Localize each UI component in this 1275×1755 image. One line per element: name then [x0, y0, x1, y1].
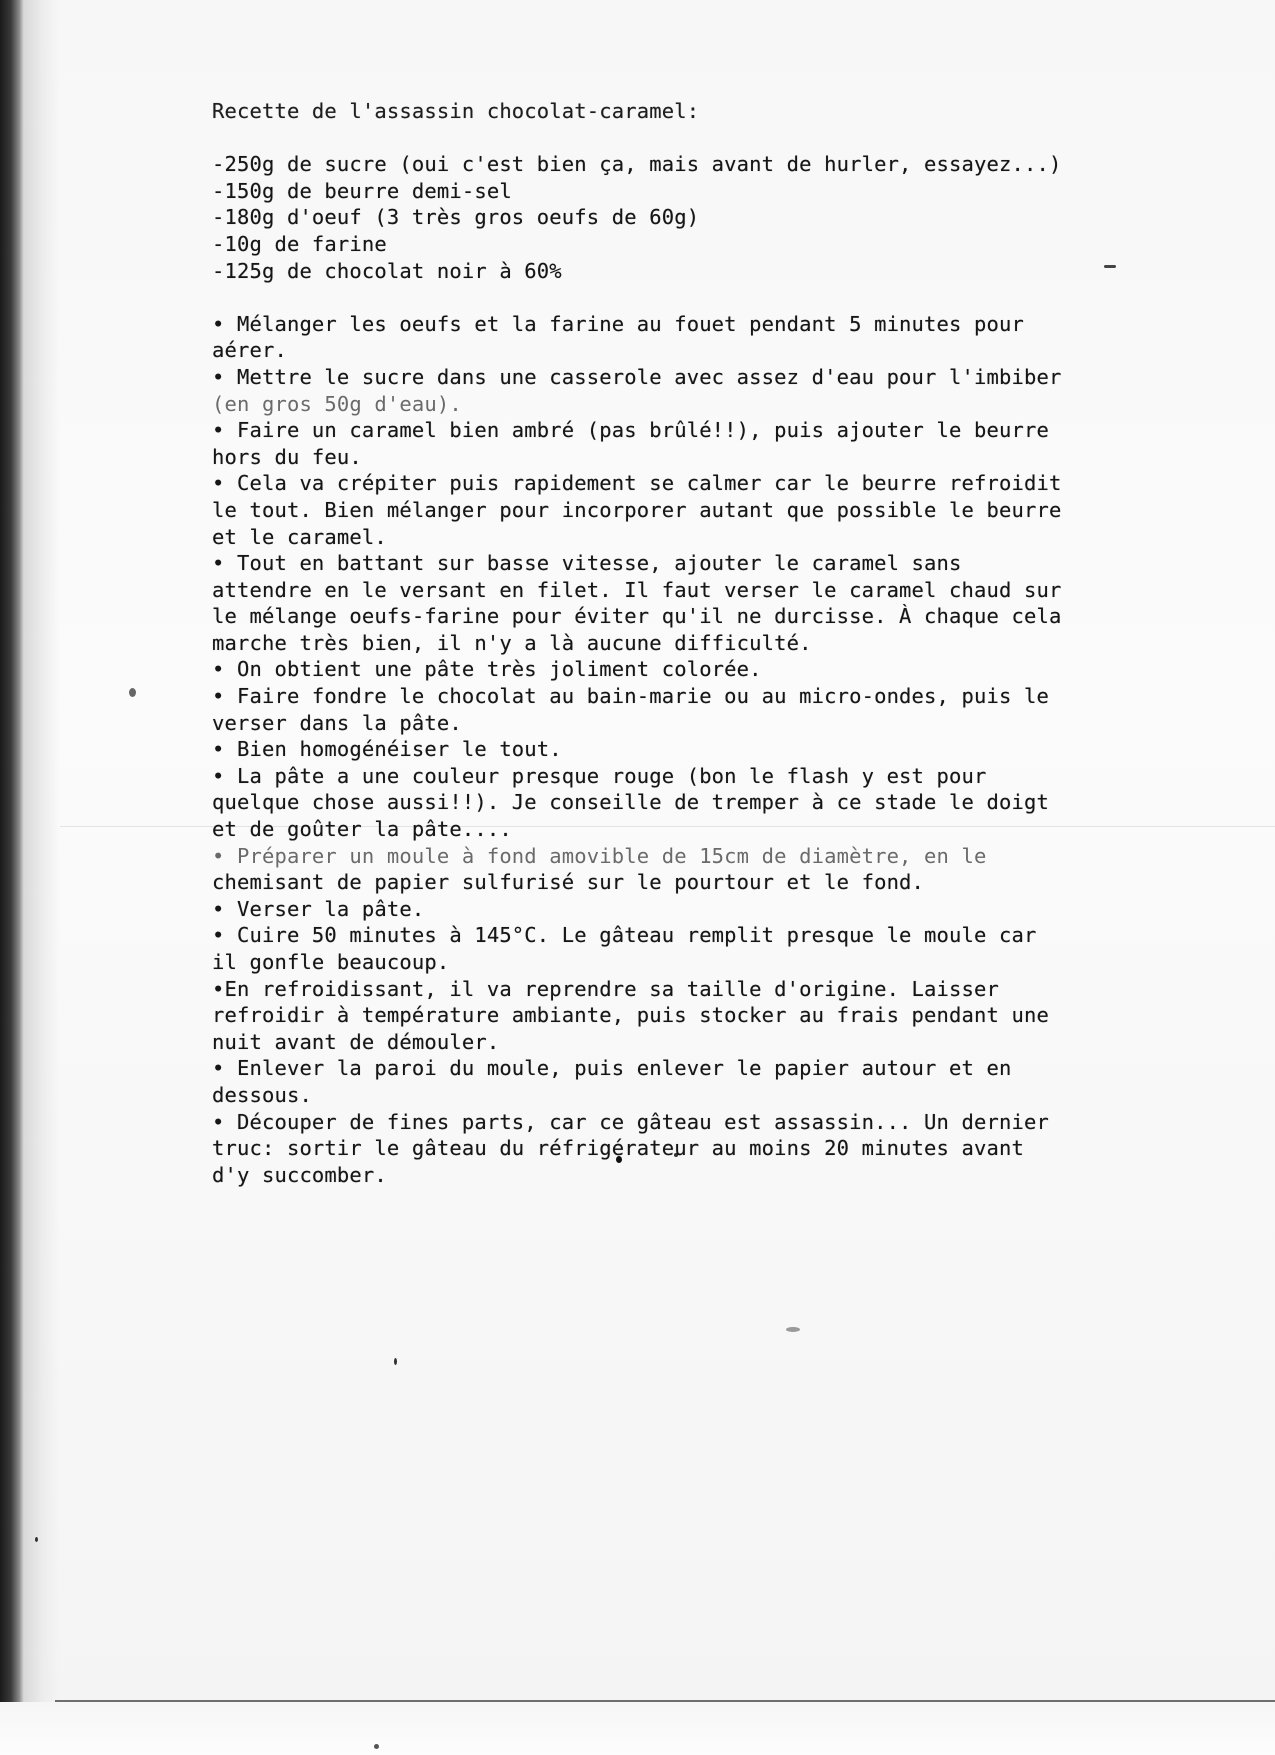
step-line: • Verser la pâte.: [212, 896, 425, 921]
step-line: le tout. Bien mélanger pour incorporer autant que possible le beurre: [212, 497, 1062, 522]
recipe-step: [212, 736, 1142, 763]
recipe-step: [212, 550, 1142, 656]
recipe-step: [212, 843, 1142, 896]
ingredient-line: -250g de sucre (oui c'est bien ça, mais avant de hurler, essayez...): [212, 152, 1062, 177]
recipe-step: [212, 1055, 1142, 1108]
step-line: dessous.: [212, 1082, 312, 1107]
scan-left-edge: [0, 0, 24, 1755]
step-line: • On obtient une pâte très joliment colorée.: [212, 657, 762, 682]
step-line: • Enlever la paroi du moule, puis enlever le papier autour et en: [212, 1056, 1012, 1081]
step-line: • Cuire 50 minutes à 145°C. Le gâteau remplit presque le moule car: [212, 923, 1037, 948]
recipe-text: [212, 98, 1142, 1188]
recipe-step: [212, 683, 1142, 736]
step-line: • Tout en battant sur basse vitesse, ajouter le caramel sans: [212, 551, 962, 576]
recipe-step: [212, 470, 1142, 550]
step-line: •En refroidissant, il va reprendre sa taille d'origine. Laisser: [212, 976, 999, 1001]
recipe-step: [212, 311, 1142, 364]
step-line: • Mélanger les oeufs et la farine au fouet pendant 5 minutes pour: [212, 311, 1024, 336]
recipe-step: [212, 417, 1142, 470]
step-line: chemisant de papier sulfurisé sur le pourtour et le fond.: [212, 870, 925, 895]
step-line: il gonfle beaucoup.: [212, 950, 450, 974]
ink-speck: [374, 1744, 379, 1749]
ingredient-line: -10g de farine: [212, 231, 387, 256]
step-line: • Bien homogénéiser le tout.: [212, 737, 562, 762]
ink-speck: [35, 1537, 38, 1542]
recipe-step: [212, 922, 1142, 975]
step-line: le mélange oeufs-farine pour éviter qu'il ne durcisse. À chaque cela: [212, 604, 1062, 629]
step-line: attendre en le versant en filet. Il faut verser le caramel chaud sur: [212, 577, 1062, 602]
spacer: [212, 284, 1142, 311]
step-line: quelque chose aussi!!). Je conseille de tremper à ce stade le doigt: [212, 790, 1049, 815]
ingredient-line: -180g d'oeuf (3 très gros oeufs de 60g): [212, 205, 700, 230]
scan-bottom-band: [0, 1702, 1275, 1755]
step-line: d'y succomber.: [212, 1162, 387, 1187]
step-line: • Faire un caramel bien ambré (pas brûlé!!), puis ajouter le beurre: [212, 418, 1049, 443]
ingredient-line: -125g de chocolat noir à 60%: [212, 258, 562, 283]
step-line: • Mettre le sucre dans une casserole avec assez d'eau pour l'imbiber: [212, 364, 1062, 389]
ink-speck: [129, 688, 136, 697]
step-line: • Faire fondre le chocolat au bain-marie ou au micro-ondes, puis le: [212, 684, 1049, 709]
spacer: [212, 125, 1142, 152]
recipe-step: [212, 364, 1142, 417]
recipe-title: Recette de l'assassin chocolat-caramel:: [212, 99, 700, 123]
step-line: truc: sortir le gâteau du réfrigérateur au moins 20 minutes avant: [212, 1136, 1024, 1161]
recipe-step: [212, 763, 1142, 843]
step-line: • Préparer un moule à fond amovible de 15cm de diamètre, en le: [212, 843, 987, 868]
step-line: hors du feu.: [212, 444, 362, 469]
ink-speck: [394, 1358, 397, 1365]
step-line: marche très bien, il n'y a là aucune difficulté.: [212, 630, 812, 655]
recipe-step: [212, 896, 1142, 923]
step-line: refroidir à température ambiante, puis stocker au frais pendant une: [212, 1003, 1049, 1028]
step-line: et de goûter la pâte....: [212, 817, 512, 842]
step-line: et le caramel.: [212, 524, 387, 549]
ingredient-line: -150g de beurre demi-sel: [212, 178, 512, 203]
step-line: aérer.: [212, 338, 287, 363]
step-line: • Cela va crépiter puis rapidement se calmer car le beurre refroidit: [212, 471, 1062, 496]
recipe-step: [212, 656, 1142, 683]
step-line: • Découper de fines parts, car ce gâteau est assassin... Un dernier: [212, 1109, 1049, 1134]
recipe-step: [212, 976, 1142, 1056]
scan-left-shadow: [24, 0, 60, 1755]
step-line: nuit avant de démouler.: [212, 1029, 500, 1054]
step-line: • La pâte a une couleur presque rouge (bon le flash y est pour: [212, 763, 987, 788]
step-line: verser dans la pâte.: [212, 710, 462, 735]
ink-speck: [786, 1327, 800, 1332]
step-list: [212, 311, 1142, 1189]
ingredient-list: [212, 151, 1142, 284]
recipe-step: [212, 1109, 1142, 1189]
step-line: (en gros 50g d'eau).: [212, 391, 462, 416]
